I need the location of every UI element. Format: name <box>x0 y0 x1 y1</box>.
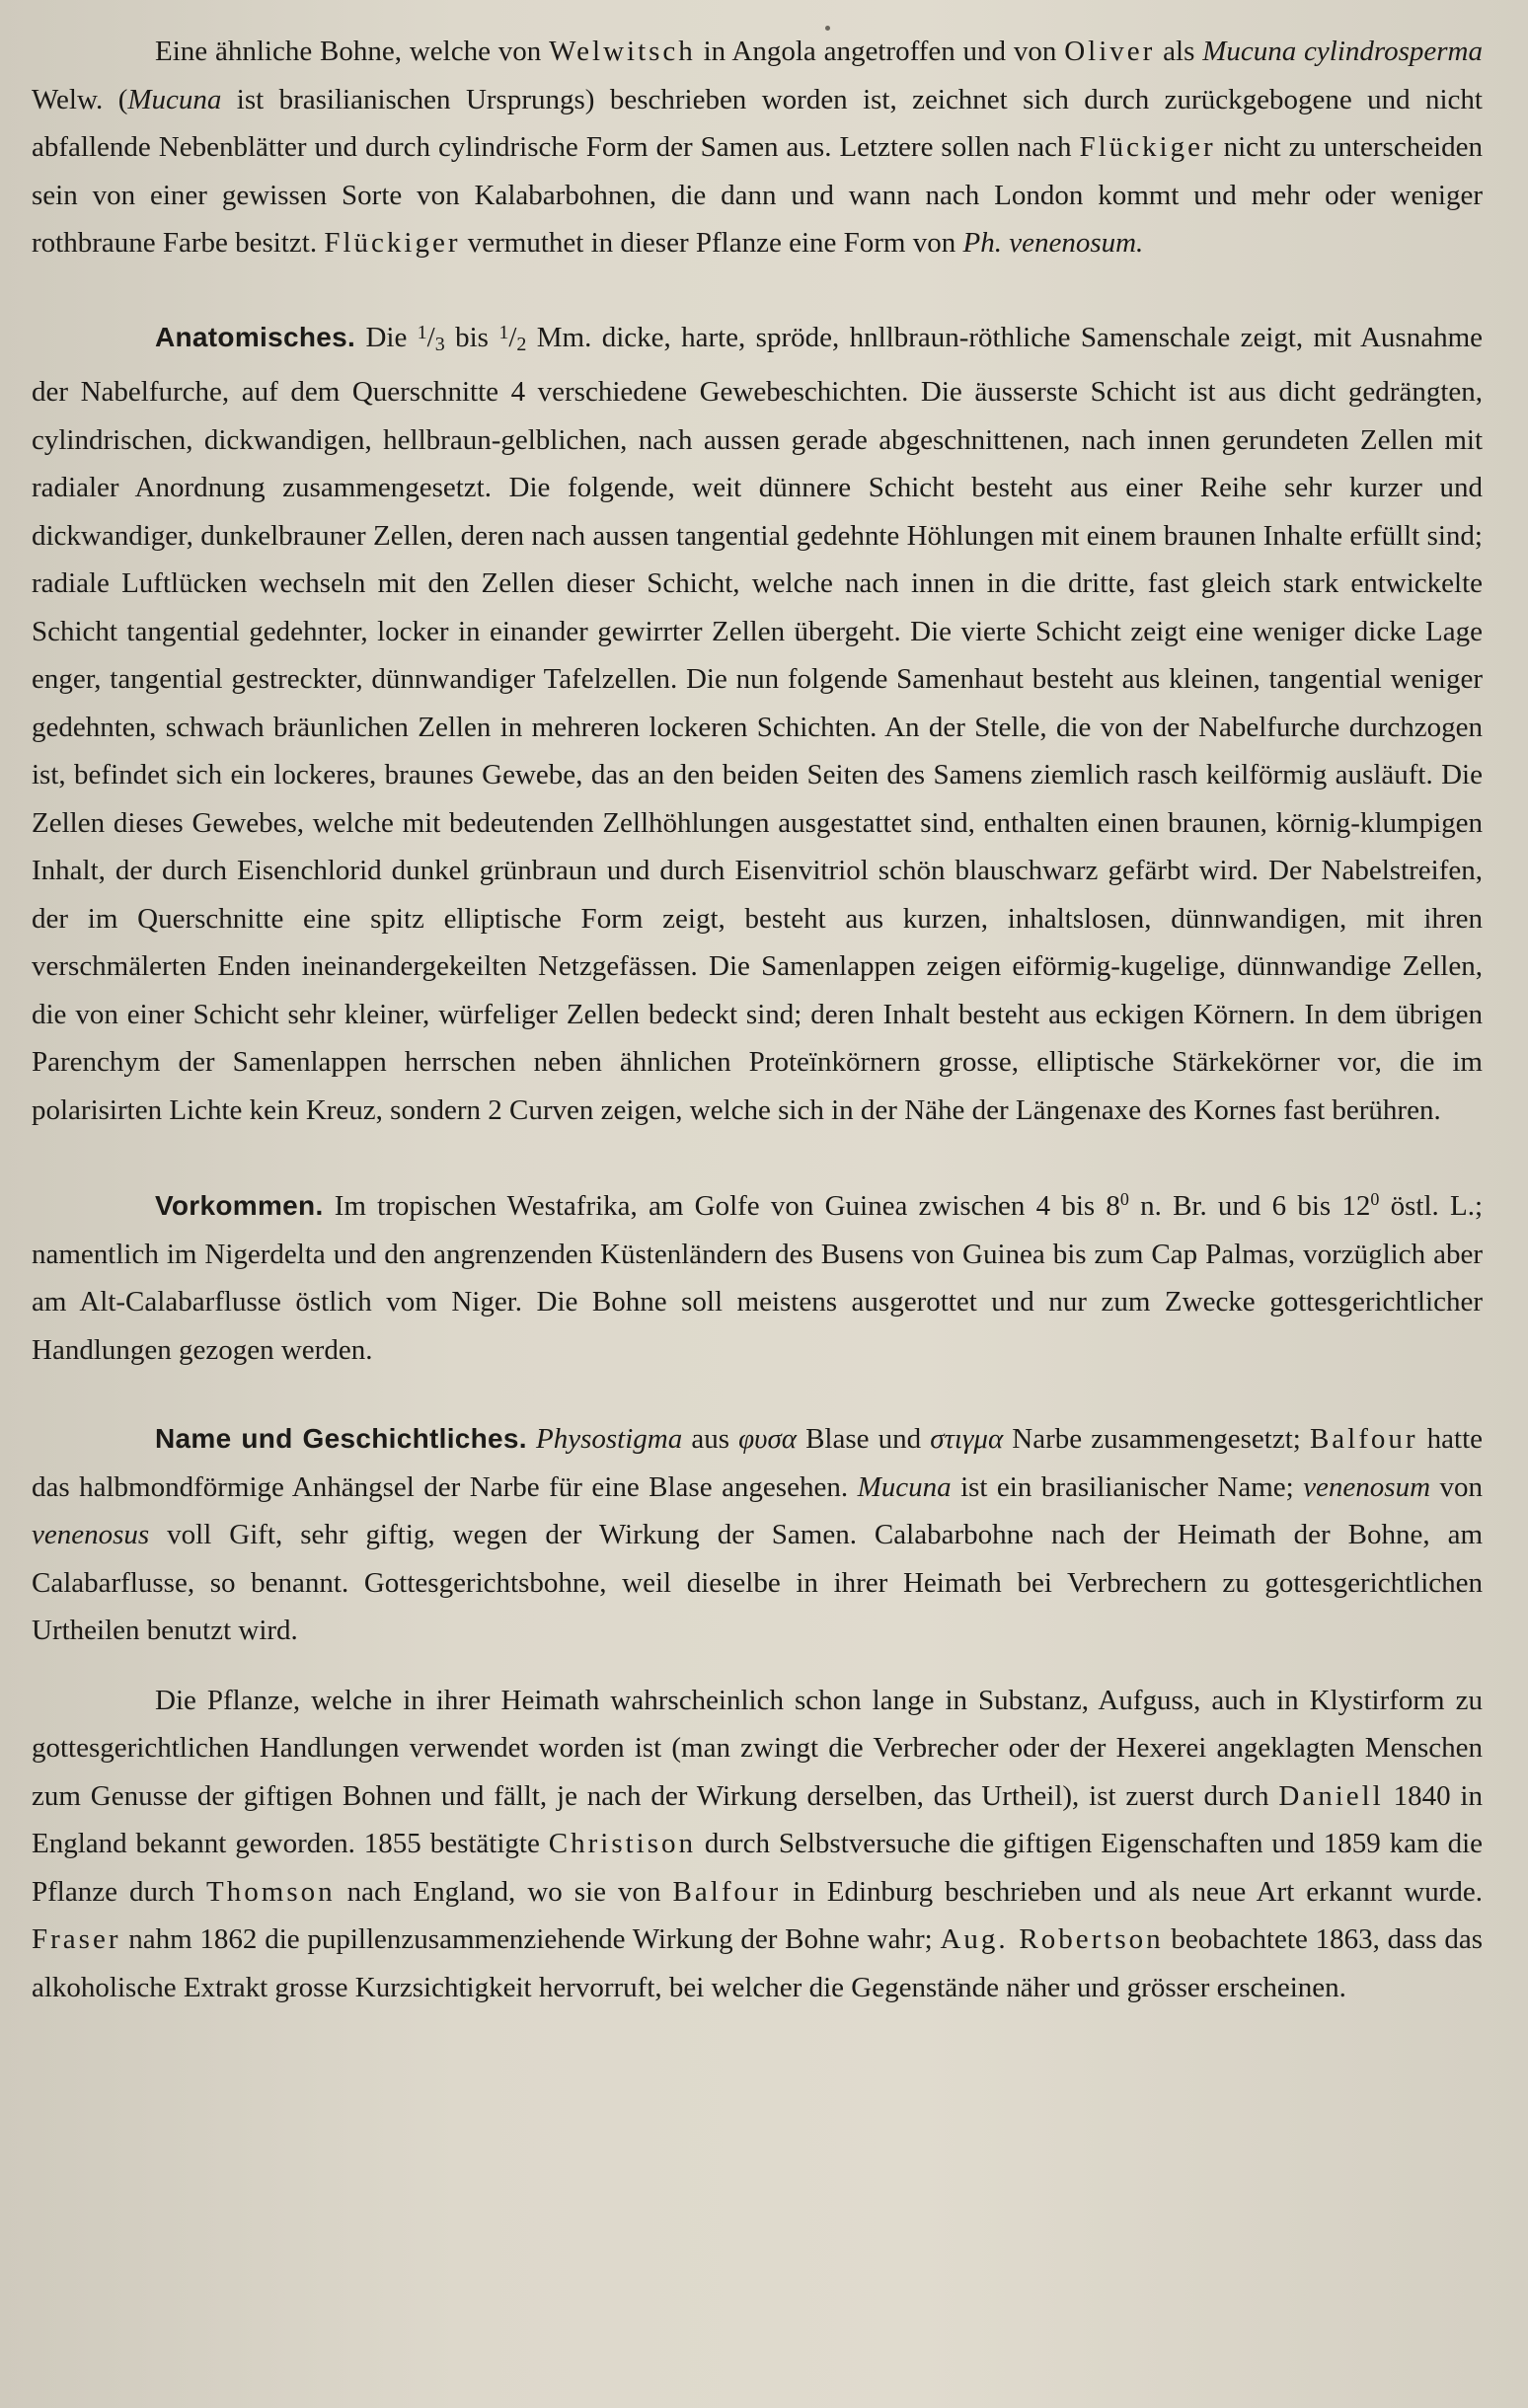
text-run: ist brasilianischen Ursprungs) beschrieben worden ist, zeichnet sich durch zurückgebogene und nicht abfallende Nebenblätter und durch cylindrische Form der Samen aus. Letztere sollen nach <box>32 83 1483 163</box>
author-name: Balfour <box>1309 1423 1418 1455</box>
genus-name: Physostigma <box>536 1423 683 1455</box>
history-paragraph <box>32 1677 1483 2012</box>
section-heading-name: Name und Geschichtliches. <box>155 1423 527 1454</box>
page-content <box>32 28 1483 2011</box>
degree-mark: 0 <box>1370 1189 1380 1209</box>
species-name: Ph. venenosum. <box>962 227 1144 259</box>
text-run: Die <box>355 321 418 353</box>
latin-word: venenosum <box>1303 1470 1431 1503</box>
author-name: Thomson <box>206 1875 336 1908</box>
text-run: als <box>1155 36 1203 67</box>
text-run: ist ein brasilianischer Name; <box>951 1470 1304 1503</box>
text-run: in Angola angetroffen und von <box>695 36 1065 67</box>
text-run: nicht zu unterscheiden sein von einer gewissen Sorte von Kalabarbohnen, die dann und wann nach London kommt und mehr oder weniger rothbraune Farbe besitzt. <box>32 131 1484 259</box>
text-run: Blase und <box>796 1423 931 1455</box>
text-run: Welw. ( <box>32 83 128 115</box>
text-run: n. Br. und 6 bis 12 <box>1128 1190 1371 1222</box>
author-name: Welwitsch <box>549 36 696 67</box>
text-run: Die Pflanze, welche in ihrer Heimath wahrscheinlich schon lange in Substanz, Aufguss, auch in Klystirform zu gottesgerichtlichen Handlungen verwendet worden ist (man zwingt die Verbrecher oder der Hexerei angeklagten Menschen zum Genusse der giftigen Bohnen und fällt, je nach der Wirkung derselben, das Urtheil), ist zuerst durch <box>32 1684 1483 1812</box>
section-heading-vorkommen: Vorkommen. <box>155 1190 324 1221</box>
author-name: Daniell <box>1278 1779 1384 1812</box>
text-run: hatte das halbmondförmige Anhängsel der Narbe für eine Blase angesehen. <box>32 1423 1483 1503</box>
text-run: in Edinburg beschrieben und als neue Art erkannt wurde. <box>781 1875 1483 1908</box>
fraction-denominator: 2 <box>516 333 527 355</box>
degree-mark: 0 <box>1119 1189 1129 1209</box>
text-run: nach England, wo sie von <box>335 1875 673 1908</box>
fraction-numerator: 1 <box>417 321 427 343</box>
text-run: 1840 in England bekannt geworden. 1855 bestätigte <box>32 1779 1483 1859</box>
author-name: Aug. Robertson <box>940 1923 1164 1955</box>
fraction-denominator: 3 <box>434 333 445 355</box>
text-run: Eine ähnliche Bohne, welche von <box>155 36 550 67</box>
text-run: östl. L.; namentlich im Nigerdelta und den angrenzenden Küstenländern des Busens von Guinea bis zum Cap Palmas, vorzüglich aber am Alt-Calabarflusse östlich vom Niger. Die Bohne soll meistens ausgerottet und nur zum Zwecke gottesgerichtlicher Handlungen gezogen werden. <box>32 1190 1483 1366</box>
author-name: Flückiger <box>1079 131 1216 163</box>
fraction-numerator: 1 <box>498 321 509 343</box>
genus-name: Mucuna <box>127 83 222 115</box>
text-run: aus <box>682 1423 739 1455</box>
text-run: Narbe zusammengesetzt; <box>1003 1423 1310 1455</box>
author-name: Flückiger <box>324 227 461 259</box>
text-run: Im tropischen Westafrika, am Golfe von Guinea zwischen 4 bis 8 <box>323 1190 1120 1222</box>
author-name: Christison <box>548 1828 697 1859</box>
author-name: Oliver <box>1064 36 1156 67</box>
section-heading-anatomisches: Anatomisches. <box>155 321 356 352</box>
greek-word: φυσα <box>738 1423 797 1455</box>
author-name: Fraser <box>32 1923 121 1955</box>
text-run: von <box>1430 1470 1484 1503</box>
text-run <box>527 1423 536 1455</box>
intro-paragraph <box>32 28 1483 267</box>
text-run: nahm 1862 die pupillenzusammenziehende Wirkung der Bohne wahr; <box>120 1923 941 1955</box>
latin-word: venenosus <box>32 1519 150 1550</box>
anatomisches-paragraph: Anatomisches. Die $^1/_3$ bis $^1/_2$ Mm. dicke, harte, spröde, hnllbraun-röthliche Samenschale zeigt, mit Ausnahme der Nabelfurche, auf dem Querschnitte 4 verschiedene Gewebeschichten. Die äusserste Schicht ist aus dicht gedrängten, cylindrischen, dickwandigen, hellbraun-gelblichen, nach aussen gerade abgeschnittenen, nach innen gerundeten Zellen mit radialer Anordnung zusammengesetzt. Die folgende, weit dünnere Schicht besteht aus einer Reihe sehr kurzer und dickwandiger, dunkelbrauner Zellen, deren nach aussen tangential gedehnte Höhlungen mit einem braunen Inhalte erfüllt sind; radiale Luftlücken wechseln mit den Zellen dieser Schicht, welche nach innen in die dritte, fast gleich stark entwickelte Schicht tangential gedehnter, locker in einander gewirrter Zellen übergeht. Die vierte Schicht zeigt eine weniger dicke Lage enger, tangential gestreckter, dünnwandiger Tafelzellen. Die nun folgende Samenhaut besteht aus kleinen, tangential weniger gedehnten, schwach bräunlichen Zellen in mehreren lockeren Schichten. An der Stelle, die von der Nabelfurche durchzogen ist, befindet sich ein lockeres, braunes Gewebe, das an den beiden Seiten des Samens ziemlich rasch keilförmig ausläuft. Die Zellen dieses Gewebes, welche mit bedeutenden Zellhöhlungen ausgestattet sind, enthalten einen braunen, körnig-klumpigen Inhalt, der durch Eisenchlorid dunkel grünbraun und durch Eisenvitriol schön blauschwarz gefärbt wird. Der Nabelstreifen, der im Querschnitte eine spitz elliptische Form zeigt, besteht aus kurzen, inhaltslosen, dünnwandigen, mit ihren verschmälerten Enden ineinandergekeilten Netzgefässen. Die Samenlappen zeigen eiförmig-kugelige, dünnwandige Zellen, die von einer Schicht sehr kleiner, würfeliger Zellen bedeckt sind; deren Inhalt besteht aus eckigen Körnern. In dem übrigen Parenchym der Samenlappen herrschen neben ähnlichen Proteïnkörnern grosse, elliptische Stärkekörner vor, die im polarisirten Lichte kein Kreuz, sondern 2 Curven zeigen, welche sich in der Nähe der Längenaxe des Kornes fast berühren. <box>32 321 1484 1126</box>
text-run: vermuthet in dieser Pflanze eine Form von <box>460 227 963 259</box>
name-paragraph <box>32 1415 1483 1655</box>
vorkommen-paragraph <box>32 1175 1483 1374</box>
greek-word: στιγμα <box>930 1423 1004 1455</box>
text-run: beobachtete 1863, dass das alkoholische Extrakt grosse Kurzsichtigkeit hervorruft, bei welcher die Gegenstände näher und grösser erscheinen. <box>32 1923 1483 2003</box>
genus-name: Mucuna <box>857 1470 952 1503</box>
text-run: Mm. dicke, harte, spröde, hnllbraun-röthliche Samenschale zeigt, mit Ausnahme der Nabelfurche, auf dem Querschnitte 4 verschiedene Gewebeschichten. Die äusserste Schicht ist aus dicht gedrängten, cylindrischen, dickwandigen, hellbraun-gelblichen, nach aussen gerade abgeschnittenen, nach innen gerundeten Zellen mit radialer Anordnung zusammengesetzt. Die folgende, weit dünnere Schicht besteht aus einer Reihe sehr kurzer und dickwandiger, dunkelbrauner Zellen, deren nach aussen tangential gedehnte Höhlungen mit einem braunen Inhalte erfüllt sind; radiale Luftlücken wechseln mit den Zellen dieser Schicht, welche nach innen in die dritte, fast gleich stark entwickelte Schicht tangential gedehnter, locker in einander gewirrter Zellen übergeht. Die vierte Schicht zeigt eine weniger dicke Lage enger, tangential gestreckter, dünnwandiger Tafelzellen. Die nun folgende Samenhaut besteht aus kleinen, tangential weniger gedehnten, schwach bräunlichen Zellen in mehreren lockeren Schichten. An der Stelle, die von der Nabelfurche durchzogen ist, befindet sich ein lockeres, braunes Gewebe, das an den beiden Seiten des Samens ziemlich rasch keilförmig ausläuft. Die Zellen dieses Gewebes, welche mit bedeutenden Zellhöhlungen ausgestattet sind, enthalten einen braunen, körnig-klumpigen Inhalt, der durch Eisenchlorid dunkel grünbraun und durch Eisenvitriol schön blauschwarz gefärbt wird. Der Nabelstreifen, der im Querschnitte eine spitz elliptische Form zeigt, besteht aus kurzen, inhaltslosen, dünnwandigen, mit ihren verschmälerten Enden ineinandergekeilten Netzgefässen. Die Samenlappen zeigen eiförmig-kugelige, dünnwandige Zellen, die von einer Schicht sehr kleiner, würfeliger Zellen bedeckt sind; deren Inhalt besteht aus eckigen Körnern. In dem übrigen Parenchym der Samenlappen herrschen neben ähnlichen Proteïnkörnern grosse, elliptische Stärkekörner vor, die im polarisirten Lichte kein Kreuz, sondern 2 Curven zeigen, welche sich in der Nähe der Längenaxe des Kornes fast berühren. <box>32 321 1484 1126</box>
author-name: Balfour <box>672 1875 782 1908</box>
species-name: Mucuna cylindrosperma <box>1202 36 1483 67</box>
text-run: bis <box>444 321 499 353</box>
text-run: durch Selbstversuche die giftigen Eigenschaften und 1859 kam die Pflanze durch <box>32 1828 1484 1908</box>
text-run: voll Gift, sehr giftig, wegen der Wirkung der Samen. Calabarbohne nach der Heimath der Bohne, am Calabarflusse, so benannt. Gottesgerichtsbohne, weil dieselbe in ihrer Heimath bei Verbrechern zu gottesgerichtlichen Urtheilen benutzt wird. <box>32 1519 1483 1646</box>
